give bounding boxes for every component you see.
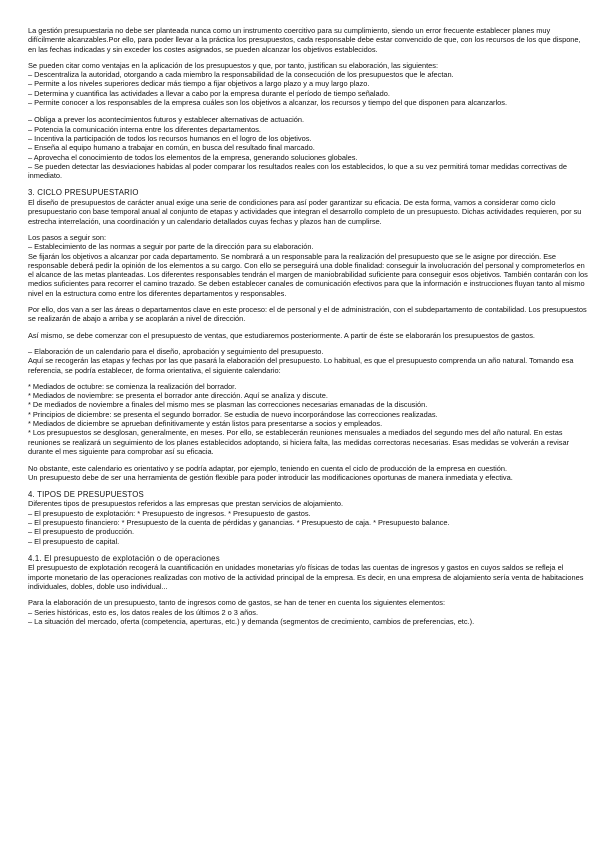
calendar-item: * Principios de diciembre: se presenta el segundo borrador. Se estudia de nuevo incorporándose las correcciones realizadas. (28, 409, 438, 419)
section4-intro: Diferentes tipos de presupuestos referidos a las empresas que prestan servicios de alojamiento. (28, 499, 344, 509)
section3-paragraph: Así mismo, se debe comenzar con el presupuesto de ventas, que estudiaremos posteriormente. A partir de éste se elaborarán los presupuestos de gastos. (28, 330, 535, 340)
list-item: – Se pueden detectar las desviaciones habidas al poder comparar los resultados reales con los establecidos, lo que a su vez permitirá tomar medidas correctivas de inmediato. (28, 161, 567, 181)
subsection-heading: 4.1. El presupuesto de explotación o de operaciones (28, 553, 220, 563)
list-item: – Incentiva la participación de todos los recursos humanos en el logro de los objetivos. (28, 133, 312, 143)
list-item: – Permite a los niveles superiores dedicar más tiempo a fijar objetivos a largo plazo y a muy largo plazo. (28, 79, 370, 89)
list-item: – Determina y cuantifica las actividades a llevar a cabo por la empresa durante el período de tiempo señalado. (28, 88, 390, 98)
section3-paragraph: Por ello, dos van a ser las áreas o departamentos clave en este proceso: el de personal y el de administración, con el subdepartamento de contabilidad. Los presupuestos se realizarán de abajo a arriba y se acoplarán a nivel de dirección. (28, 305, 587, 324)
list-item: – Permite conocer a los responsables de la empresa cuáles son los objetivos a alcanzar, los recursos y tiempo del que disponen para alcanzarlos. (28, 98, 508, 108)
pasos-title: Los pasos a seguir son: (28, 232, 107, 242)
section3-paragraph: No obstante, este calendario es orientativo y se podría adaptar, por ejemplo, teniendo en cuenta el ciclo de producción de la empresa en cuestión. (28, 464, 508, 474)
list-item: – La situación del mercado, oferta (competencia, aperturas, etc.) y demanda (segmentos de crecimiento, cambios de preferencias, etc.). (28, 616, 475, 626)
list-item: – Descentraliza la autoridad, otorgando a cada miembro la responsabilidad de la consecución de los presupuestos que le afectan. (28, 70, 454, 80)
section41-paragraph: Para la elaboración de un presupuesto, tanto de ingresos como de gastos, se han de tener en cuenta los siguientes elementos: (28, 598, 446, 608)
list-item: – Potencia la comunicación interna entre los diferentes departamentos. (28, 124, 261, 134)
calendar-item: * Los presupuestos se desglosan, generalmente, en meses. Por ello, se establecerán reuniones mensuales a mediados del segundo mes del año natural. En estas reuniones se realizará un seguimiento de los planes establecidos adoptando, si hiciera falta, las medidas correctoras necesarias. Esas medidas se volverán a revisar durante el mes siguiente para comprobar así su eficacia. (28, 428, 570, 456)
calendar-item: * Mediados de octubre: se comienza la realización del borrador. (28, 381, 237, 391)
section-heading: 4. TIPOS DE PRESUPUESTOS (28, 489, 144, 499)
section41-paragraph: El presupuesto de explotación recogerá la cuantificación en unidades monetarias y/o físicas de todas las cuentas de ingresos y gastos en cuyos saldos se refleja el importe monetario de las operaciones realizadas con motivo de la actividad principal de la empresa. Es decir, en una empresa de alojamiento sería venta de habitaciones individuales, dobles, doble uso individual... (28, 563, 584, 592)
list-item: – El presupuesto de capital. (28, 536, 120, 546)
step-text: Aquí se recogerán las etapas y fechas por las que pasará la elaboración del presupuesto. Lo habitual, es que el presupuesto comprenda un año natural. Tomando esa referencia, se podría establecer, de forma orientativa, el siguiente calendario: (28, 356, 574, 375)
list-item: – Enseña al equipo humano a trabajar en común, en busca del resultado final marcado. (28, 143, 315, 153)
calendar-item: * Mediados de diciembre se aprueban definitivamente y están listos para presentarse a socios y empleados. (28, 418, 383, 428)
list-item: – Obliga a prever los acontecimientos futuros y establecer alternativas de actuación. (28, 115, 305, 125)
list-item: – El presupuesto de explotación: * Presupuesto de ingresos. * Presupuesto de gastos. (28, 508, 311, 518)
section-heading: 3. CICLO PRESUPUESTARIO (28, 188, 139, 198)
intro-paragraph: La gestión presupuestaria no debe ser planteada nunca como un instrumento coercitivo para su cumplimiento, siendo un error frecuente establecer planes muy difícilmente alcanzables.Por ello, para poder llevar a la práctica los presupuestos, cada responsable debe estar convencido de que, con los recursos de los que dispone, en las fechas indicadas y sin exceder los costes asignados, se pueden alcanzar los objetivos establecidos. (28, 26, 581, 54)
list-item: – Series históricas, esto es, los datos reales de los últimos 2 o 3 años. (28, 607, 259, 617)
step-heading: – Establecimiento de las normas a seguir por parte de la dirección para su elaboración. (28, 242, 314, 252)
calendar-item: * De mediados de noviembre a finales del mismo mes se plasman las correcciones necesarias emanadas de la discusión. (28, 400, 428, 410)
list-item: – El presupuesto financiero: * Presupuesto de la cuenta de pérdidas y ganancias. * Presupuesto de caja. * Presupuesto balance. (28, 517, 450, 527)
list-item: – El presupuesto de producción. (28, 527, 135, 537)
step-text: Se fijarán los objetivos a alcanzar por cada departamento. Se nombrará a un responsable para la realización del presupuesto que se le asigne por dirección. Ese responsable deberá pedir la opinión de los elementos a su cargo. Con ello se perseguirá una doble finalidad: conseguir la involucración del personal y comprometerlos en el alcance de las metas planteadas. Los diferentes responsables tendrán el margen de maniobrabilidad suficiente para conseguir esos objetivos. También contarán con los medios suficientes para recorrer el camino trazado. Se deben establecer canales de comunicación efectivos para que la información e instrucciones fluyan tanto al mismo nivel en la estructura como entre los diferentes departamentos y responsables. (28, 251, 588, 298)
calendar-item: * Mediados de noviembre: se presenta el borrador ante dirección. Aquí se analiza y discute. (28, 391, 328, 401)
step-heading: – Elaboración de un calendario para el diseño, aprobación y seguimiento del presupuesto. (28, 346, 324, 356)
document-body (28, 26, 588, 626)
ventajas-intro: Se pueden citar como ventajas en la aplicación de los presupuestos y que, por tanto, justifican su elaboración, las siguientes: (28, 60, 439, 70)
list-item: – Aprovecha el conocimiento de todos los elementos de la empresa, generando soluciones globales. (28, 152, 358, 162)
section3-paragraph: Un presupuesto debe de ser una herramienta de gestión flexible para poder introducir las modificaciones oportunas de manera inmediata y efectiva. (28, 473, 513, 483)
section3-paragraph: El diseño de presupuestos de carácter anual exige una serie de condiciones para así poder garantizar su eficacia. De esta forma, vamos a considerar como ciclo presupuestario con base temporal anual al conjunto de etapas y actividades que integran el desarrollo completo de un presupuesto. Dichas actividades requieren, por su estrecha interrelación, una coordinación y un calendario detallados cuyas fechas y plazos han de cumplirse. (28, 198, 582, 226)
